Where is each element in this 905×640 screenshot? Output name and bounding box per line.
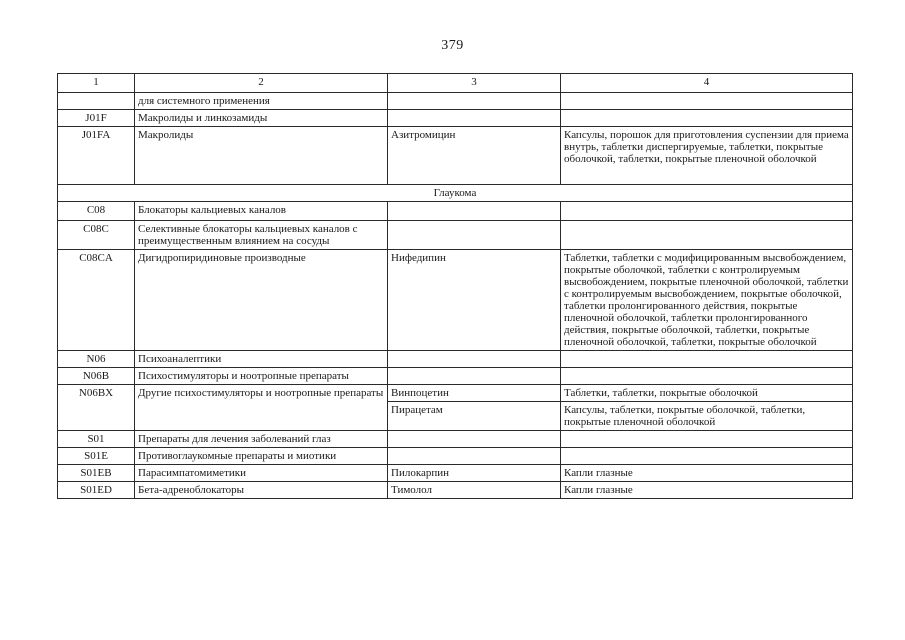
drug-name bbox=[388, 351, 561, 368]
drug-name bbox=[388, 221, 561, 250]
dosage-form bbox=[561, 93, 853, 110]
group-name: Бета-адреноблокаторы bbox=[135, 482, 388, 499]
header-col-4: 4 bbox=[561, 74, 853, 93]
drug-name bbox=[388, 431, 561, 448]
dosage-form bbox=[561, 431, 853, 448]
dosage-form: Капсулы, порошок для приготовления суспензии для приема внутрь, таблетки диспергируемые, таблетки, покрытые оболочкой, таблетки, покрытые пленочной оболочкой bbox=[561, 127, 853, 185]
dosage-form bbox=[561, 448, 853, 465]
group-name: Макролиды и линкозамиды bbox=[135, 110, 388, 127]
drug-name bbox=[388, 93, 561, 110]
drug-name: Тимолол bbox=[388, 482, 561, 499]
dosage-form bbox=[561, 202, 853, 221]
drug-name bbox=[388, 368, 561, 385]
drug-name: Нифедипин bbox=[388, 250, 561, 351]
header-col-1: 1 bbox=[58, 74, 135, 93]
dosage-form: Таблетки, таблетки, покрытые оболочкой bbox=[561, 385, 853, 402]
header-col-2: 2 bbox=[135, 74, 388, 93]
atc-code: S01ED bbox=[58, 482, 135, 499]
atc-code: N06B bbox=[58, 368, 135, 385]
header-row bbox=[58, 74, 853, 93]
atc-code: S01EB bbox=[58, 465, 135, 482]
atc-code: C08CA bbox=[58, 250, 135, 351]
atc-code: C08C bbox=[58, 221, 135, 250]
drug-name: Пилокарпин bbox=[388, 465, 561, 482]
group-name: Парасимпатомиметики bbox=[135, 465, 388, 482]
group-name: Дигидропиридиновые производные bbox=[135, 250, 388, 351]
group-name: Селективные блокаторы кальциевых каналов с преимущественным влиянием на сосуды bbox=[135, 221, 388, 250]
group-name: Противоглаукомные препараты и миотики bbox=[135, 448, 388, 465]
table-row bbox=[58, 431, 853, 448]
table-row bbox=[58, 465, 853, 482]
dosage-form bbox=[561, 351, 853, 368]
section-row bbox=[58, 185, 853, 202]
page-number: 379 bbox=[441, 38, 464, 53]
dosage-form bbox=[561, 110, 853, 127]
atc-code: N06 bbox=[58, 351, 135, 368]
drug-name: Винпоцетин bbox=[388, 385, 561, 402]
table-row bbox=[58, 127, 853, 185]
group-name: Макролиды bbox=[135, 127, 388, 185]
atc-code: C08 bbox=[58, 202, 135, 221]
atc-code: J01FA bbox=[58, 127, 135, 185]
table-row bbox=[58, 448, 853, 465]
dosage-form: Капли глазные bbox=[561, 465, 853, 482]
header-col-3: 3 bbox=[388, 74, 561, 93]
section-title: Глаукома bbox=[58, 185, 853, 202]
atc-code: J01F bbox=[58, 110, 135, 127]
table-row bbox=[58, 221, 853, 250]
drug-name bbox=[388, 448, 561, 465]
table-row bbox=[58, 385, 853, 402]
drug-table bbox=[57, 73, 853, 499]
drug-name bbox=[388, 110, 561, 127]
table-row bbox=[58, 93, 853, 110]
atc-code: N06BX bbox=[58, 385, 135, 431]
table-row bbox=[58, 368, 853, 385]
atc-code: S01 bbox=[58, 431, 135, 448]
dosage-form bbox=[561, 368, 853, 385]
drug-name: Пирацетам bbox=[388, 402, 561, 431]
group-name: Психостимуляторы и ноотропные препараты bbox=[135, 368, 388, 385]
drug-name: Азитромицин bbox=[388, 127, 561, 185]
table-row bbox=[58, 202, 853, 221]
group-name: Психоаналептики bbox=[135, 351, 388, 368]
dosage-form: Капсулы, таблетки, покрытые оболочкой, таблетки, покрытые пленочной оболочкой bbox=[561, 402, 853, 431]
drug-name bbox=[388, 202, 561, 221]
table-row bbox=[58, 250, 853, 351]
group-name: Препараты для лечения заболеваний глаз bbox=[135, 431, 388, 448]
dosage-form bbox=[561, 221, 853, 250]
group-name: Блокаторы кальциевых каналов bbox=[135, 202, 388, 221]
atc-code bbox=[58, 93, 135, 110]
atc-code: S01E bbox=[58, 448, 135, 465]
table-row bbox=[58, 351, 853, 368]
table-row bbox=[58, 482, 853, 499]
dosage-form: Таблетки, таблетки с модифицированным высвобождением, покрытые оболочкой, таблетки с контролируемым высвобождением, покрытые пленочной оболочкой, таблетки с контролируемым высвобождением, покрытые оболочкой, таблетки пролонгированного действия, покрытые пленочной оболочкой, таблетки пролонгированного действия, покрытые оболочкой, таблетки, покрытые пленочной оболочкой, таблетки, покрытые оболочкой bbox=[561, 250, 853, 351]
table-row bbox=[58, 110, 853, 127]
group-name: для системного применения bbox=[135, 93, 388, 110]
dosage-form: Капли глазные bbox=[561, 482, 853, 499]
group-name: Другие психостимуляторы и ноотропные препараты bbox=[135, 385, 388, 431]
